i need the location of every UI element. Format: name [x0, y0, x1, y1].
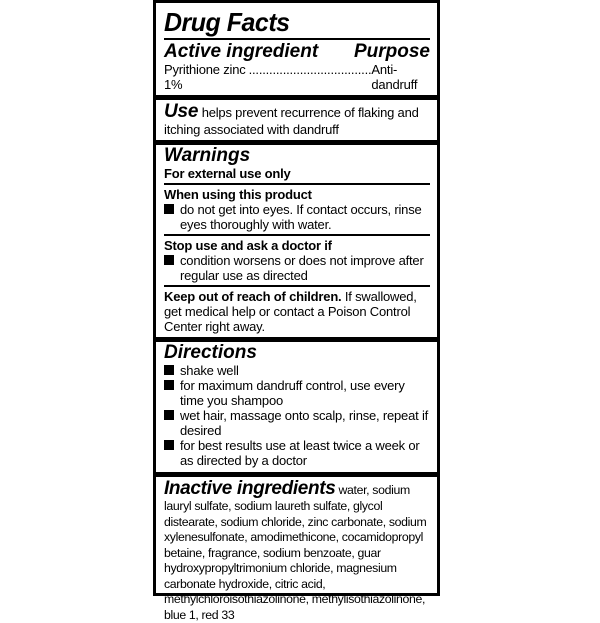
- stop-use-item: [164, 253, 430, 283]
- ingredient-name: Pyrithione zinc 1%: [164, 62, 246, 92]
- keep-out-bold: Keep out of reach of children.: [164, 289, 342, 304]
- title-divider: [164, 38, 430, 40]
- external-use-note: For external use only: [164, 166, 291, 181]
- stop-use-text: condition worsens or does not improve after regular use as directed: [180, 253, 424, 283]
- warnings-divider-3: [164, 285, 430, 287]
- bullet-square-icon: [164, 365, 174, 375]
- stop-use-heading: Stop use and ask a doctor if: [164, 238, 332, 253]
- directions-item: [164, 378, 430, 408]
- active-ingredient-label: Active ingredient: [164, 41, 319, 62]
- bullet-square-icon: [164, 380, 174, 390]
- keep-out-text: If swallowed, get medical help or contact a Poison Control Center right away.: [164, 289, 417, 334]
- bullet-square-icon: [164, 255, 174, 265]
- directions-text: shake well: [180, 363, 239, 378]
- directions-item: [164, 408, 430, 438]
- directions-text: for maximum dandruff control, use every time you shampoo: [180, 378, 405, 408]
- when-using-item: [164, 202, 430, 232]
- use-section: [164, 102, 430, 137]
- section-divider-use: [156, 95, 437, 100]
- keep-out-section: [164, 289, 430, 334]
- purpose-label: Purpose: [353, 41, 430, 62]
- directions-item: [164, 438, 430, 468]
- use-text: helps prevent recurrence of flaking and itching associated with dandruff: [164, 105, 419, 137]
- warnings-divider-2: [164, 234, 430, 236]
- warnings-heading: Warnings: [164, 145, 251, 166]
- drug-facts-panel: [153, 0, 440, 622]
- drug-facts-title: Drug Facts: [164, 7, 290, 37]
- inactive-heading: Inactive ingredients: [164, 478, 336, 499]
- inactive-section: [164, 479, 430, 623]
- directions-heading: Directions: [164, 342, 257, 363]
- when-using-text: do not get into eyes. If contact occurs, rinse eyes thoroughly with water.: [180, 202, 422, 232]
- directions-item: [164, 363, 430, 378]
- directions-text: for best results use at least twice a week or as directed by a doctor: [180, 438, 420, 468]
- active-ingredient-row: [164, 62, 430, 92]
- active-ingredient-header: [164, 42, 430, 62]
- leader-dots: ....................................: [248, 62, 372, 77]
- bullet-square-icon: [164, 440, 174, 450]
- directions-text: wet hair, massage onto scalp, rinse, repeat if desired: [180, 408, 429, 438]
- section-divider-inactive: [156, 472, 437, 477]
- warnings-divider-1: [164, 183, 430, 185]
- bullet-square-icon: [164, 204, 174, 214]
- when-using-heading: When using this product: [164, 187, 312, 202]
- bullet-square-icon: [164, 410, 174, 420]
- inactive-text: water, sodium lauryl sulfate, sodium laureth sulfate, glycol distearate, sodium chloride, zinc carbonate, sodium xylenesulfonate, amodimethicone, cocamidopropyl betaine, fragrance, sodium benzoate, guar hydroxypropyltrimonium chloride, magnesium carbonate hydroxide, citric acid, methylchloroisothiazolinone, methylisothiazolinone, blue 1, red 33: [164, 483, 427, 622]
- ingredient-purpose: Anti-dandruff: [371, 62, 418, 92]
- use-heading: Use: [164, 101, 199, 122]
